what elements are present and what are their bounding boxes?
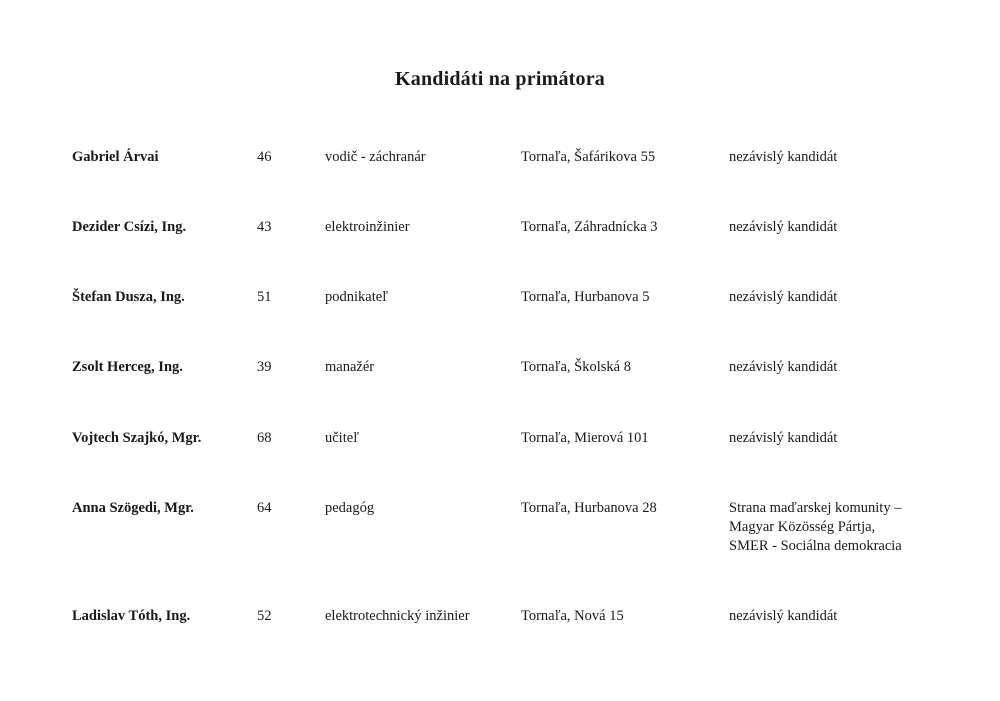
candidate-party-line: Strana maďarskej komunity – <box>729 499 902 516</box>
candidate-address: Tornaľa, Mierová 101 <box>521 429 649 446</box>
candidate-party <box>729 218 932 288</box>
candidate-party <box>729 499 932 607</box>
table-row <box>72 499 932 607</box>
candidate-party-line: nezávislý kandidát <box>729 149 838 165</box>
table-row <box>72 358 932 428</box>
candidate-party <box>729 148 932 218</box>
candidate-party-line: nezávislý kandidát <box>729 359 838 376</box>
page-title: Kandidáti na primátora <box>395 68 605 90</box>
candidate-party <box>729 358 932 428</box>
table-row <box>72 218 932 288</box>
candidate-name: Anna Szögedi, Mgr. <box>72 499 194 516</box>
candidate-address: Tornaľa, Školská 8 <box>521 359 631 376</box>
candidate-address: Tornaľa, Šafárikova 55 <box>521 149 656 165</box>
candidate-occupation: elektroinžinier <box>325 219 410 236</box>
candidate-age: 68 <box>257 429 272 446</box>
candidates-table-body <box>72 148 932 626</box>
candidate-occupation: elektrotechnický inžinier <box>325 608 470 624</box>
candidate-name: Zsolt Herceg, Ing. <box>72 359 183 376</box>
candidate-occupation: učiteľ <box>325 429 360 446</box>
candidate-age: 39 <box>257 359 272 376</box>
candidate-party-line: Magyar Közösség Pártja, <box>729 518 876 535</box>
candidate-age: 52 <box>257 608 272 624</box>
candidate-party <box>729 607 932 626</box>
table-row <box>72 288 932 358</box>
candidate-party-line: nezávislý kandidát <box>729 608 838 624</box>
candidate-name: Dezider Csízi, Ing. <box>72 219 187 236</box>
table-row <box>72 607 932 626</box>
candidate-address: Tornaľa, Hurbanova 28 <box>521 499 657 516</box>
candidate-occupation: vodič - záchranár <box>325 149 426 165</box>
candidate-name: Gabriel Árvai <box>72 149 159 165</box>
table-row <box>72 148 932 218</box>
candidate-address: Tornaľa, Nová 15 <box>521 608 624 624</box>
candidates-table <box>72 148 932 626</box>
candidate-occupation: pedagóg <box>325 499 375 516</box>
table-row <box>72 429 932 499</box>
candidate-occupation: podnikateľ <box>325 289 389 306</box>
candidate-age: 64 <box>257 499 272 516</box>
candidate-party <box>729 288 932 358</box>
candidate-age: 46 <box>257 149 272 165</box>
candidate-name: Štefan Dusza, Ing. <box>72 289 185 306</box>
candidate-address: Tornaľa, Záhradnícka 3 <box>521 219 658 236</box>
candidate-address: Tornaľa, Hurbanova 5 <box>521 289 650 306</box>
candidate-occupation: manažér <box>325 359 375 376</box>
candidate-party-line: nezávislý kandidát <box>729 219 838 236</box>
candidate-name: Vojtech Szajkó, Mgr. <box>72 429 202 446</box>
candidate-name: Ladislav Tóth, Ing. <box>72 608 191 624</box>
candidate-party-line: nezávislý kandidát <box>729 429 838 446</box>
candidate-party-line: nezávislý kandidát <box>729 289 838 306</box>
candidate-party <box>729 429 932 499</box>
candidate-age: 43 <box>257 219 272 236</box>
candidate-party-line: SMER - Sociálna demokracia <box>729 537 902 554</box>
candidate-age: 51 <box>257 289 272 306</box>
